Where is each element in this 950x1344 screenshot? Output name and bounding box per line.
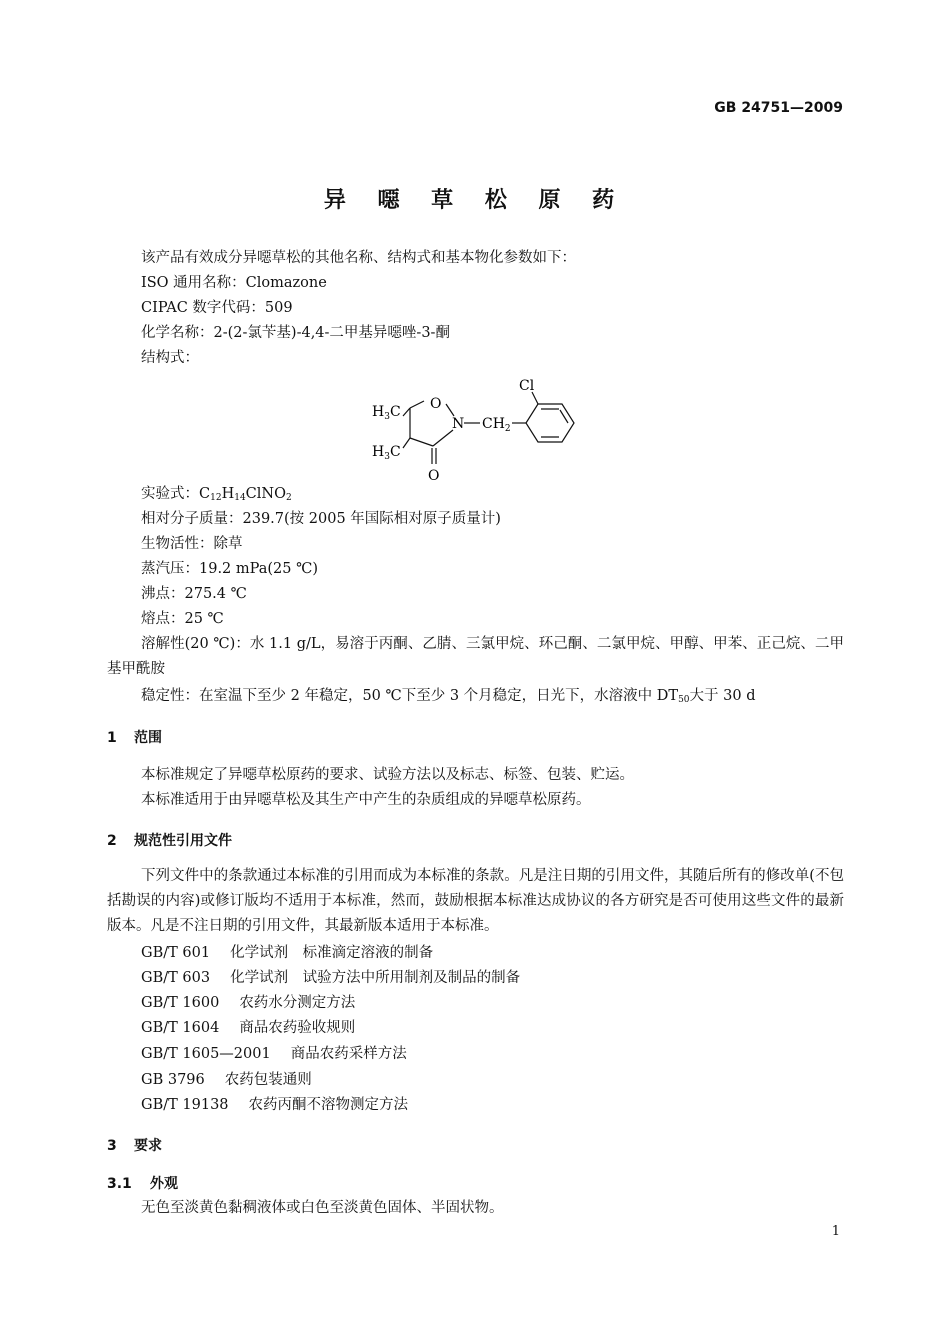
reference-item: GB/T 1604 商品农药验收规则 <box>141 1020 356 1036</box>
cipac-code: CIPAC 数字代码：509 <box>141 300 293 316</box>
cl-atom: Cl <box>519 378 535 394</box>
structure-label: 结构式： <box>141 350 199 366</box>
reference-item: GB/T 1600 农药水分测定方法 <box>141 995 356 1011</box>
n-atom: N <box>452 416 465 432</box>
section-1-p2: 本标准适用于由异噁草松及其生产中产生的杂质组成的异噁草松原药。 <box>141 792 591 808</box>
reference-item: GB/T 603 化学试剂 试验方法中所用制剂及制品的制备 <box>141 970 521 986</box>
section-1-heading: 1 范围 <box>107 730 162 746</box>
o-carbonyl-atom: O <box>428 468 440 484</box>
boiling-point: 沸点：275.4 ℃ <box>141 586 247 602</box>
h3c-top: $H_3C$ <box>372 404 401 422</box>
page-number: 1 <box>831 1224 840 1239</box>
iso-name: ISO 通用名称：Clomazone <box>141 275 327 291</box>
reference-item: GB/T 19138 农药丙酮不溶物测定方法 <box>141 1097 409 1113</box>
h3c-bottom: $H_3C$ <box>372 444 401 462</box>
empirical-formula: 实验式：$C_{12}H_{14}ClNO_2$ <box>141 486 292 503</box>
intro-lead: 该产品有效成分异噁草松的其他名称、结构式和基本物化参数如下： <box>141 250 576 266</box>
section-3-1-heading: 3.1 外观 <box>107 1176 178 1192</box>
section-3-heading: 3 要求 <box>107 1138 162 1154</box>
structural-formula <box>368 376 588 486</box>
chemical-name: 化学名称：2-(2-氯苄基)-4,4-二甲基异噁唑-3-酮 <box>141 325 450 341</box>
section-3-1-p1: 无色至淡黄色黏稠液体或白色至淡黄色固体、半固状物。 <box>141 1200 504 1216</box>
document-title: 异 噁 草 松 原 药 <box>323 188 627 213</box>
vapor-pressure: 蒸汽压：19.2 mPa(25 ℃) <box>141 561 318 577</box>
bioactivity: 生物活性：除草 <box>141 536 243 552</box>
stability: 稳定性：在室温下至少 2 年稳定，50 ℃下至少 3 个月稳定，日光下，水溶液中 $DT_{50}$大于 30 d <box>141 688 756 705</box>
reference-item: GB/T 1605—2001 商品农药采样方法 <box>141 1046 407 1062</box>
molecular-weight: 相对分子质量：239.7(按 2005 年国际相对原子质量计) <box>141 511 501 527</box>
solubility: 溶解性(20 ℃)：水 1.1 g/L，易溶于丙酮、乙腈、三氯甲烷、环己酮、二氯甲烷、甲醇、甲苯、正己烷、二甲基甲酰胺 <box>107 636 844 677</box>
standard-number: GB 24751—2009 <box>714 100 843 116</box>
o-ring-atom: O <box>430 396 442 412</box>
melting-point: 熔点：25 ℃ <box>141 611 224 627</box>
reference-item: GB/T 601 化学试剂 标准滴定溶液的制备 <box>141 945 434 961</box>
ch2-group: $CH_2$ <box>482 416 511 434</box>
section-2-heading: 2 规范性引用文件 <box>107 833 232 849</box>
section-1-p1: 本标准规定了异噁草松原药的要求、试验方法以及标志、标签、包装、贮运。 <box>141 767 634 783</box>
section-2-p1: 下列文件中的条款通过本标准的引用而成为本标准的条款。凡是注日期的引用文件，其随后所有的修改单(不包括勘误的内容)或修订版均不适用于本标准，然而，鼓励根据本标准达成协议的各方研究是否可使用这些文件的最新版本。凡是不注日期的引用文件，其最新版本适用于本标准。 <box>107 868 844 934</box>
reference-item: GB 3796 农药包装通则 <box>141 1072 312 1088</box>
